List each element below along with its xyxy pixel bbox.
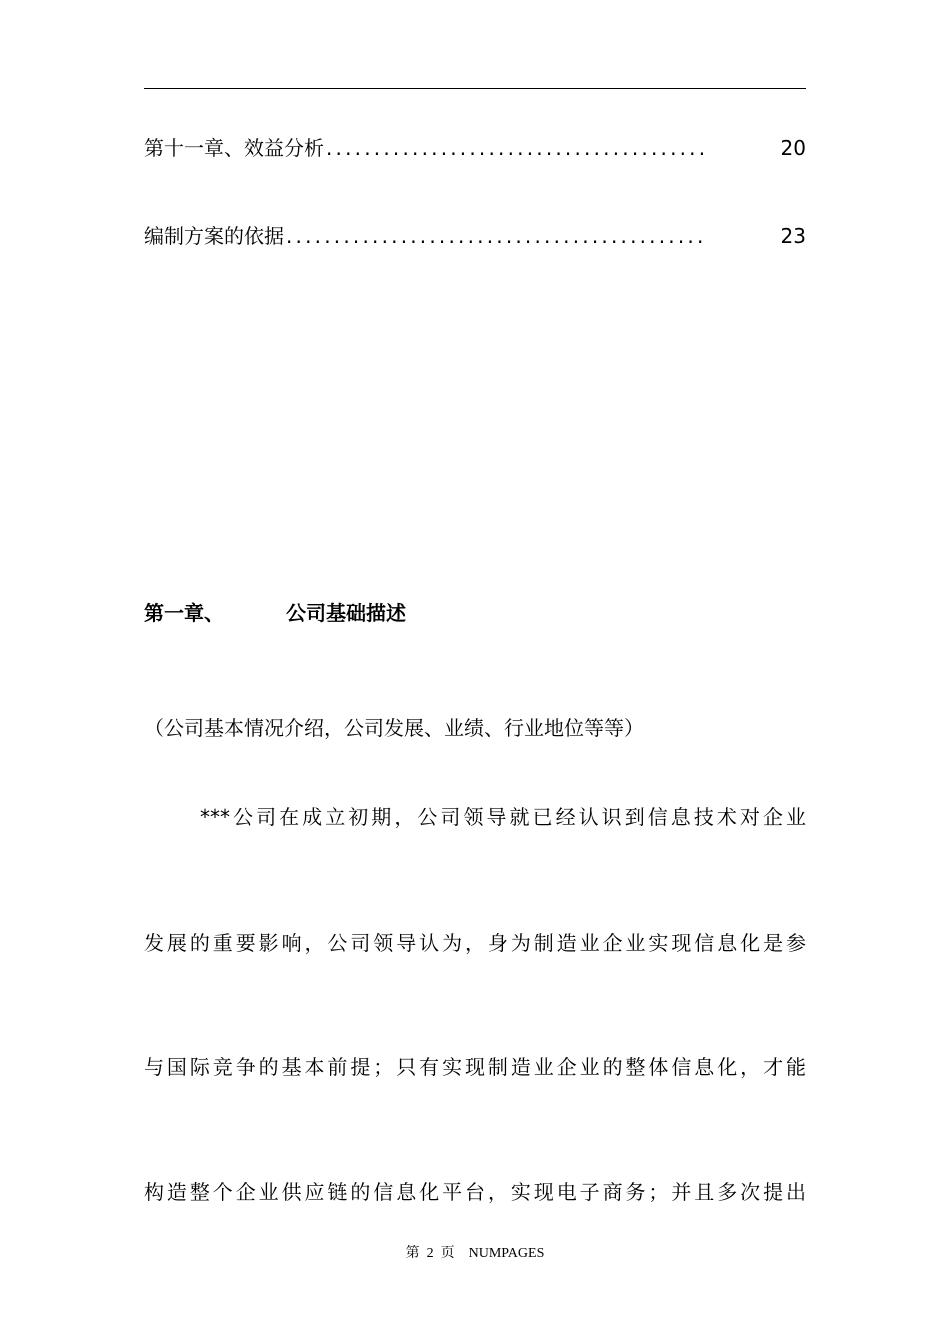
toc-page-number: 23: [780, 224, 806, 248]
body-line-1: ***公司在成立初期，公司领导就已经认识到信息技术对企业: [200, 805, 806, 829]
header-rule: [144, 88, 806, 89]
toc-entry-chapter-11[interactable]: [144, 133, 806, 163]
footer-page-suffix: 页: [440, 1246, 455, 1261]
body-line-3: 与国际竞争的基本前提；只有实现制造业企业的整体信息化，才能: [144, 1055, 806, 1079]
toc-dot-leader: ........................................: [326, 136, 709, 160]
toc-entry-title: 第十一章、效益分析: [144, 136, 324, 160]
toc-entry-title: 编制方案的依据: [144, 224, 284, 248]
intro-note: （公司基本情况介绍，公司发展、业绩、行业地位等等）: [144, 716, 644, 740]
body-line-4: 构造整个企业供应链的信息化平台，实现电子商务；并且多次提出: [144, 1180, 806, 1204]
footer-page-prefix: 第: [405, 1246, 420, 1261]
toc-entry-basis[interactable]: [144, 221, 806, 251]
toc-dot-leader: ............................................: [286, 224, 707, 248]
footer-page-number: 2: [426, 1246, 434, 1261]
footer-total-pages: NUMPAGES: [468, 1246, 545, 1261]
chapter-title: 公司基础描述: [286, 601, 406, 625]
body-line-2: 发展的重要影响，公司领导认为，身为制造业企业实现信息化是参: [144, 931, 806, 955]
toc-page-number: 20: [780, 136, 806, 160]
page-footer: [0, 1244, 950, 1264]
chapter-number: 第一章、: [144, 601, 224, 625]
chapter-heading: [144, 598, 406, 628]
